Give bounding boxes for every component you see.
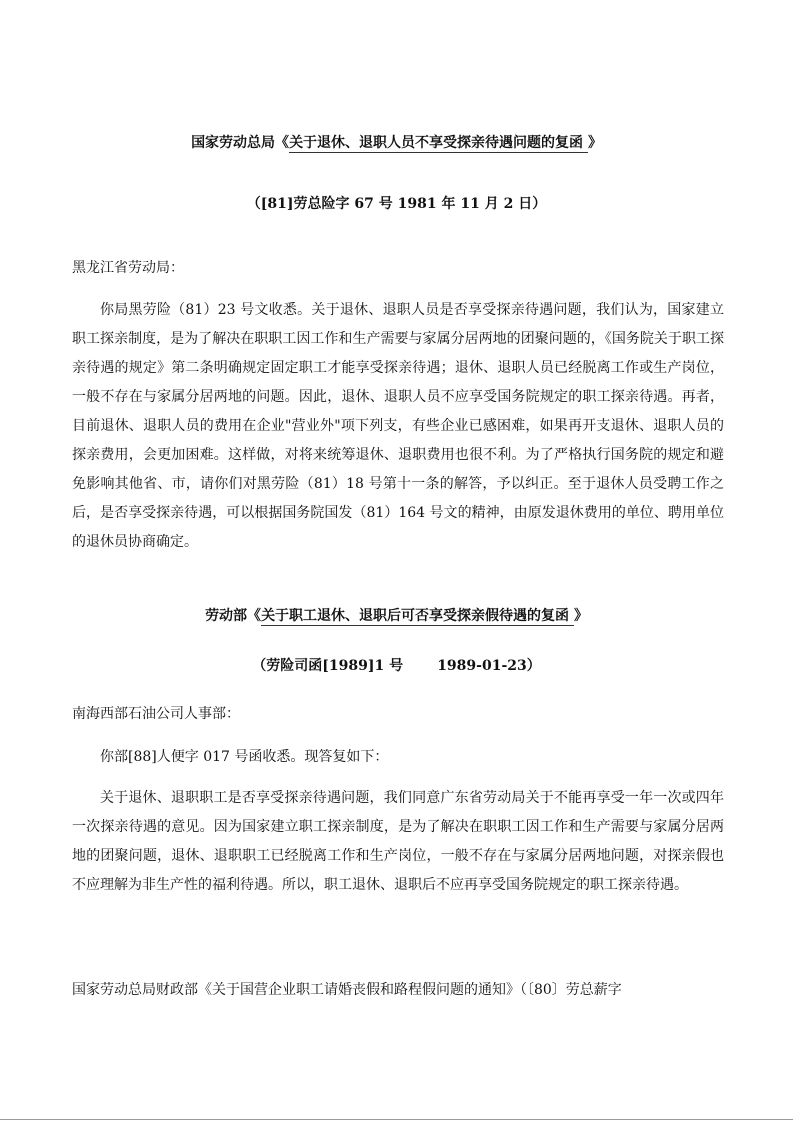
section1-title-prefix: 国家劳动总局《	[191, 135, 290, 151]
section2-title-link[interactable]: 关于职工退休、退职后可否享受探亲假待遇的复函	[261, 608, 574, 624]
section2-title-suffix: 》	[573, 608, 588, 624]
section1-subtitle: （[81]劳总险字 67 号 1981 年 11 月 2 日）	[246, 196, 547, 212]
section2-intro: 你部[88]人便字 017 号函收悉。现答复如下：	[100, 749, 389, 765]
section2-title	[0, 606, 793, 626]
section1-title-suffix: 》	[587, 135, 602, 151]
page-bottom-rule	[0, 1119, 793, 1120]
section2-title-prefix: 劳动部《	[205, 608, 262, 624]
section2-subtitle: （劳险司函[1989]1 号 1989-01-23）	[252, 658, 541, 674]
section1-title-link[interactable]: 关于退休、退职人员不享受探亲待遇问题的复函	[289, 135, 588, 151]
section1-salutation: 黑龙江省劳动局：	[72, 260, 184, 276]
section1-title	[0, 133, 793, 153]
section2-body: 关于退休、退职职工是否享受探亲待遇问题，我们同意广东省劳动局关于不能再享受一年一次或四年一次探亲待遇的意见。因为国家建立职工探亲制度，是为了解决在职职工因工作和生产需要与家属分居两地的团聚问题，退休、退职职工已经脱离工作和生产岗位，一般不存在与家属分居两地问题，对探亲假也不应理解为非生产性的福利待遇。所以，职工退休、退职后不应再享受国务院规定的职工探亲待遇。	[72, 790, 724, 893]
section2-salutation: 南海西部石油公司人事部：	[72, 706, 240, 722]
section1-body: 你局黑劳险（81）23 号文收悉。关于退休、退职人员是否享受探亲待遇问题，我们认为，国家建立职工探亲制度，是为了解决在职职工因工作和生产需要与家属分居两地的团聚问题的，《国务院关于职工探亲待遇的规定》第二条明确规定固定职工才能享受探亲待遇；退休、退职人员已经脱离工作或生产岗位，一般不存在与家属分居两地的问题。因此，退休、退职人员不应享受国务院规定的职工探亲待遇。再者，目前退休、退职人员的费用在企业"营业外"项下列支，有些企业已感困难，如果再开支退休、退职人员的探亲费用，会更加困难。这样做，对将来统筹退休、退职费用也很不利。为了严格执行国务院的规定和避免影响其他省、市，请你们对黑劳险（81）18 号第十一条的解答，予以纠正。至于退休人员受聘工作之后，是否享受探亲待遇，可以根据国务院国发（81）164 号文的精神，由原发退休费用的单位、聘用单位的退休员协商确定。	[72, 302, 724, 550]
section3-line: 国家劳动总局财政部《关于国营企业职工请婚丧假和路程假问题的通知》（〔80〕劳总薪字	[72, 982, 622, 998]
